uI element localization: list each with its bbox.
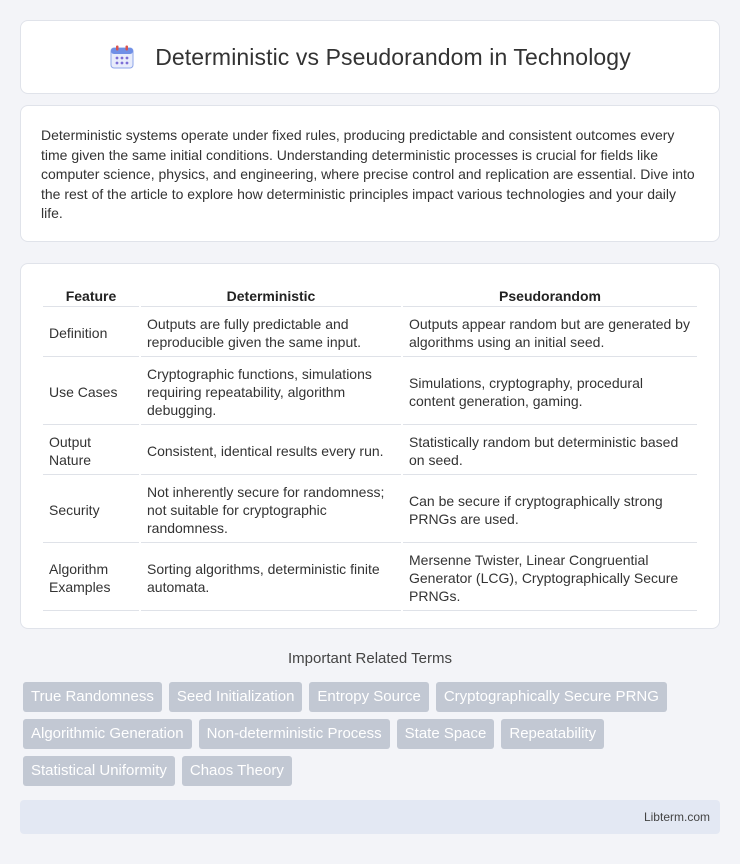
comparison-table-card <box>20 263 720 629</box>
header-inner <box>109 44 631 71</box>
column-header-deterministic: Deterministic <box>141 286 401 307</box>
comparison-table <box>41 284 699 613</box>
tag-algorithmic-generation[interactable]: Algorithmic Generation <box>23 719 192 749</box>
tag-repeatability[interactable]: Repeatability <box>501 719 604 749</box>
deterministic-cell: Consistent, identical results every run. <box>141 427 401 475</box>
table-row <box>43 545 697 611</box>
related-terms-title: Important Related Terms <box>288 650 452 667</box>
feature-cell: Output Nature <box>43 427 139 475</box>
deterministic-cell: Sorting algorithms, deterministic finite automata. <box>141 545 401 611</box>
deterministic-cell: Cryptographic functions, simulations requiring repeatability, algorithm debugging. <box>141 359 401 425</box>
tag-seed-initialization[interactable]: Seed Initialization <box>169 682 303 712</box>
tag-statistical-uniformity[interactable]: Statistical Uniformity <box>23 756 175 786</box>
tag-true-randomness[interactable]: True Randomness <box>23 682 162 712</box>
pseudorandom-cell: Can be secure if cryptographically strong PRNGs are used. <box>403 477 697 543</box>
pseudorandom-cell: Simulations, cryptography, procedural content generation, gaming. <box>403 359 697 425</box>
tag-cryptographically-secure-prng[interactable]: Cryptographically Secure PRNG <box>436 682 667 712</box>
intro-paragraph: Deterministic systems operate under fixed rules, producing predictable and consistent outcomes every time given the same initial conditions. Understanding deterministic processes is crucial for fields like computer science, physics, and engineering, where precise control and replication are essential. Dive into the rest of the article to explore how deterministic principles impact various technologies and your daily life. <box>41 127 695 221</box>
footer-site-link[interactable]: Libterm.com <box>643 810 710 824</box>
pseudorandom-cell: Outputs appear random but are generated by algorithms using an initial seed. <box>403 309 697 357</box>
tag-chaos-theory[interactable]: Chaos Theory <box>182 756 292 786</box>
table-header-row <box>43 286 697 307</box>
tag-non-deterministic-process[interactable]: Non-deterministic Process <box>199 719 390 749</box>
feature-cell: Definition <box>43 309 139 357</box>
table-row <box>43 477 697 543</box>
calendar-grid-icon <box>109 44 135 70</box>
feature-cell: Security <box>43 477 139 543</box>
table-row <box>43 427 697 475</box>
page-title: Deterministic vs Pseudorandom in Technology <box>155 43 631 70</box>
table-row <box>43 309 697 357</box>
pseudorandom-cell: Statistically random but deterministic based on seed. <box>403 427 697 475</box>
column-header-feature: Feature <box>43 286 139 307</box>
deterministic-cell: Outputs are fully predictable and reproducible given the same input. <box>141 309 401 357</box>
header-card <box>20 20 720 94</box>
feature-cell: Algorithm Examples <box>43 545 139 611</box>
related-terms-list <box>23 682 723 786</box>
tag-entropy-source[interactable]: Entropy Source <box>309 682 428 712</box>
deterministic-cell: Not inherently secure for randomness; not suitable for cryptographic randomness. <box>141 477 401 543</box>
table-row <box>43 359 697 425</box>
feature-cell: Use Cases <box>43 359 139 425</box>
intro-card <box>20 105 720 242</box>
column-header-pseudorandom: Pseudorandom <box>403 286 697 307</box>
pseudorandom-cell: Mersenne Twister, Linear Congruential Generator (LCG), Cryptographically Secure PRNGs. <box>403 545 697 611</box>
tag-state-space[interactable]: State Space <box>397 719 495 749</box>
footer <box>20 800 720 834</box>
